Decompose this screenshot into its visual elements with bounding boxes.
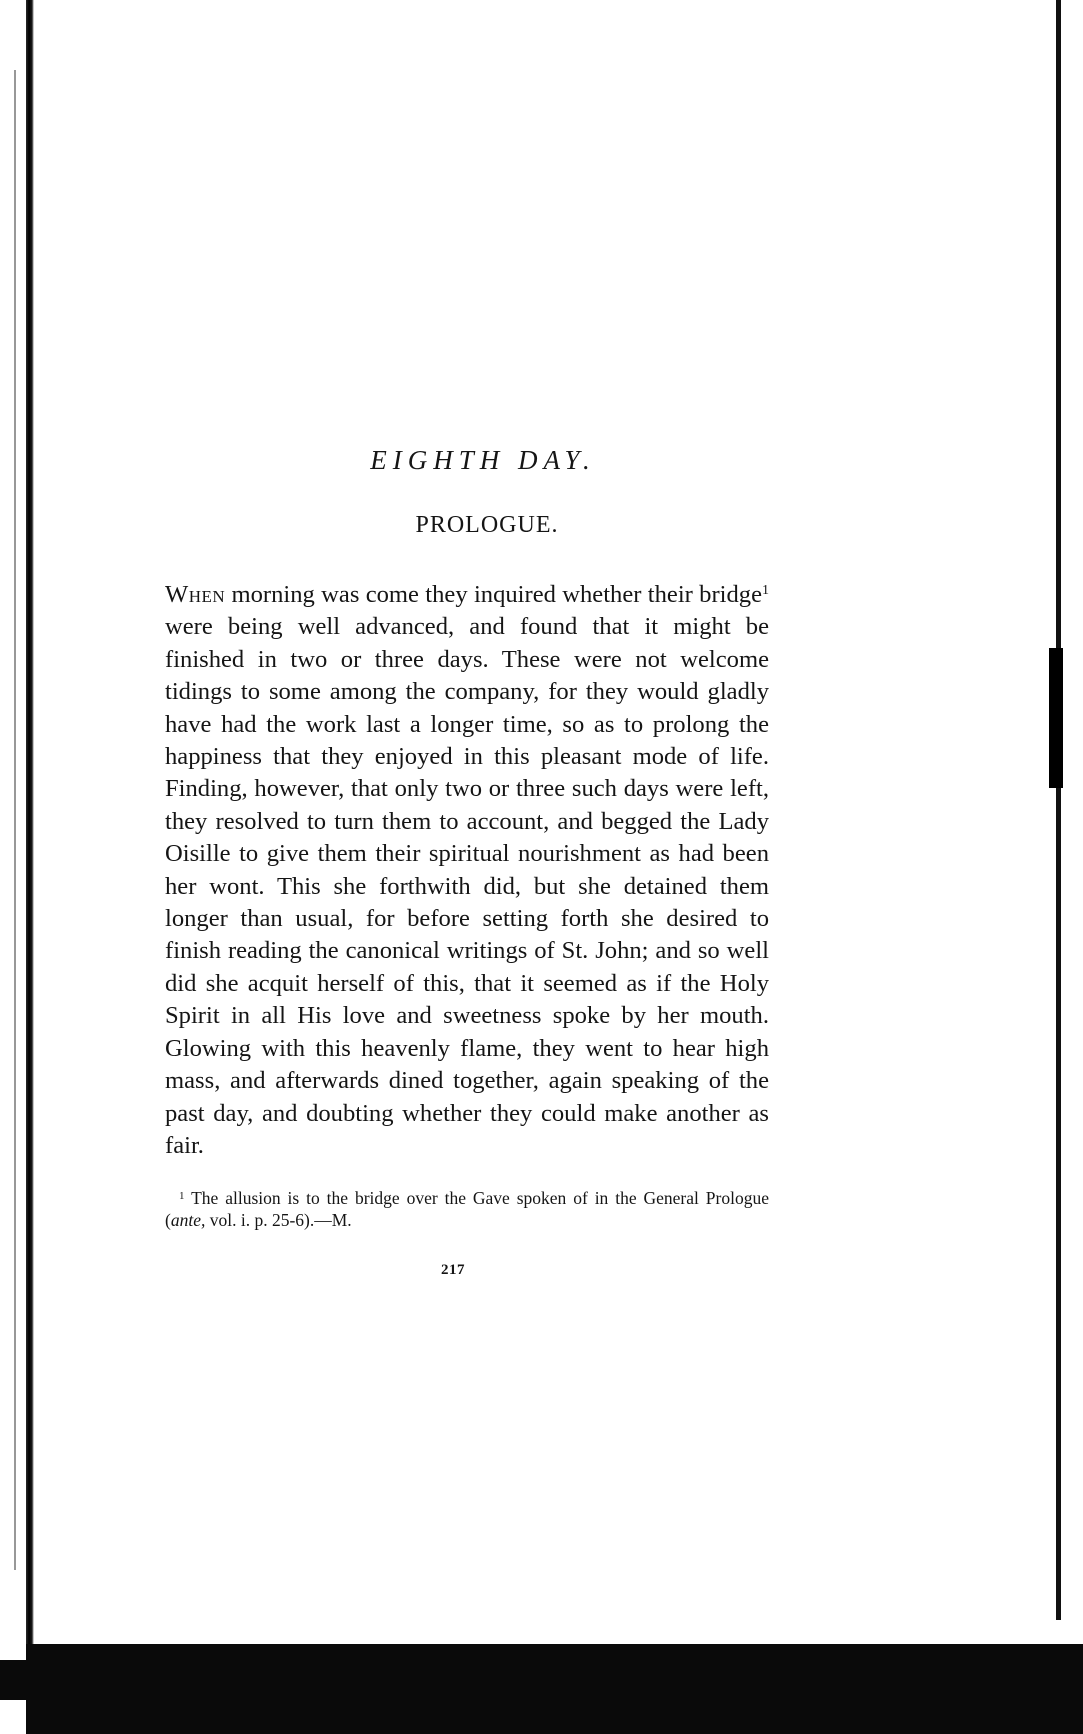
paragraph-text-after-note: were being well advanced, and found that it might be finished in two or three days. These were not welcome tidings to some among the company, for they would gladly have had the work last a longer time, so as to prolong the happiness that they enjoyed in this pleasant mode of life. Finding, however, that only two or three such days were left, they resolved to turn them to account, and begged the Lady Oisille to give them their spiritual nourishment as had been her wont. This she forthwith did, but she detained them longer than usual, for before setting forth she desired to finish reading the canonical writings of St. John; and so well did she acquit herself of this, that it seemed as if the Holy Spirit in all His love and sweetness spoke by her mouth. Glowing with this heavenly flame, they went to hear high mass, and afterwards dined together, again speaking of the past day, and doubting whether they could make another as fair.	[165, 613, 769, 1159]
section-title: PROLOGUE.	[415, 512, 559, 538]
scan-edge-right	[1056, 0, 1061, 1620]
opening-word: When	[165, 581, 226, 608]
scan-bottom-band	[26, 1644, 1083, 1734]
scan-edge-left-thin	[14, 70, 16, 1570]
footnote-italic: ante,	[170, 1209, 206, 1230]
prologue-paragraph	[165, 579, 769, 1162]
page-number: 217	[441, 1262, 465, 1278]
footnote-text-after: vol. i. p. 25-6).—M.	[205, 1209, 352, 1230]
footnote-reference: 1	[762, 583, 769, 598]
footnote-marker: 1	[179, 1189, 185, 1202]
footnote-text-before: The allusion is to the bridge over the Gave spoken of in the General Prologue (	[165, 1187, 769, 1230]
paragraph-text-before-note: morning was come they inquired whether their bridge	[225, 581, 762, 608]
day-title: EIGHTH DAY.	[370, 445, 596, 475]
scan-edge-left	[26, 0, 34, 1734]
scan-bottom-band-left	[0, 1660, 60, 1700]
book-page	[165, 440, 769, 1248]
scan-edge-right-block	[1049, 648, 1063, 788]
footnote	[165, 1187, 769, 1231]
